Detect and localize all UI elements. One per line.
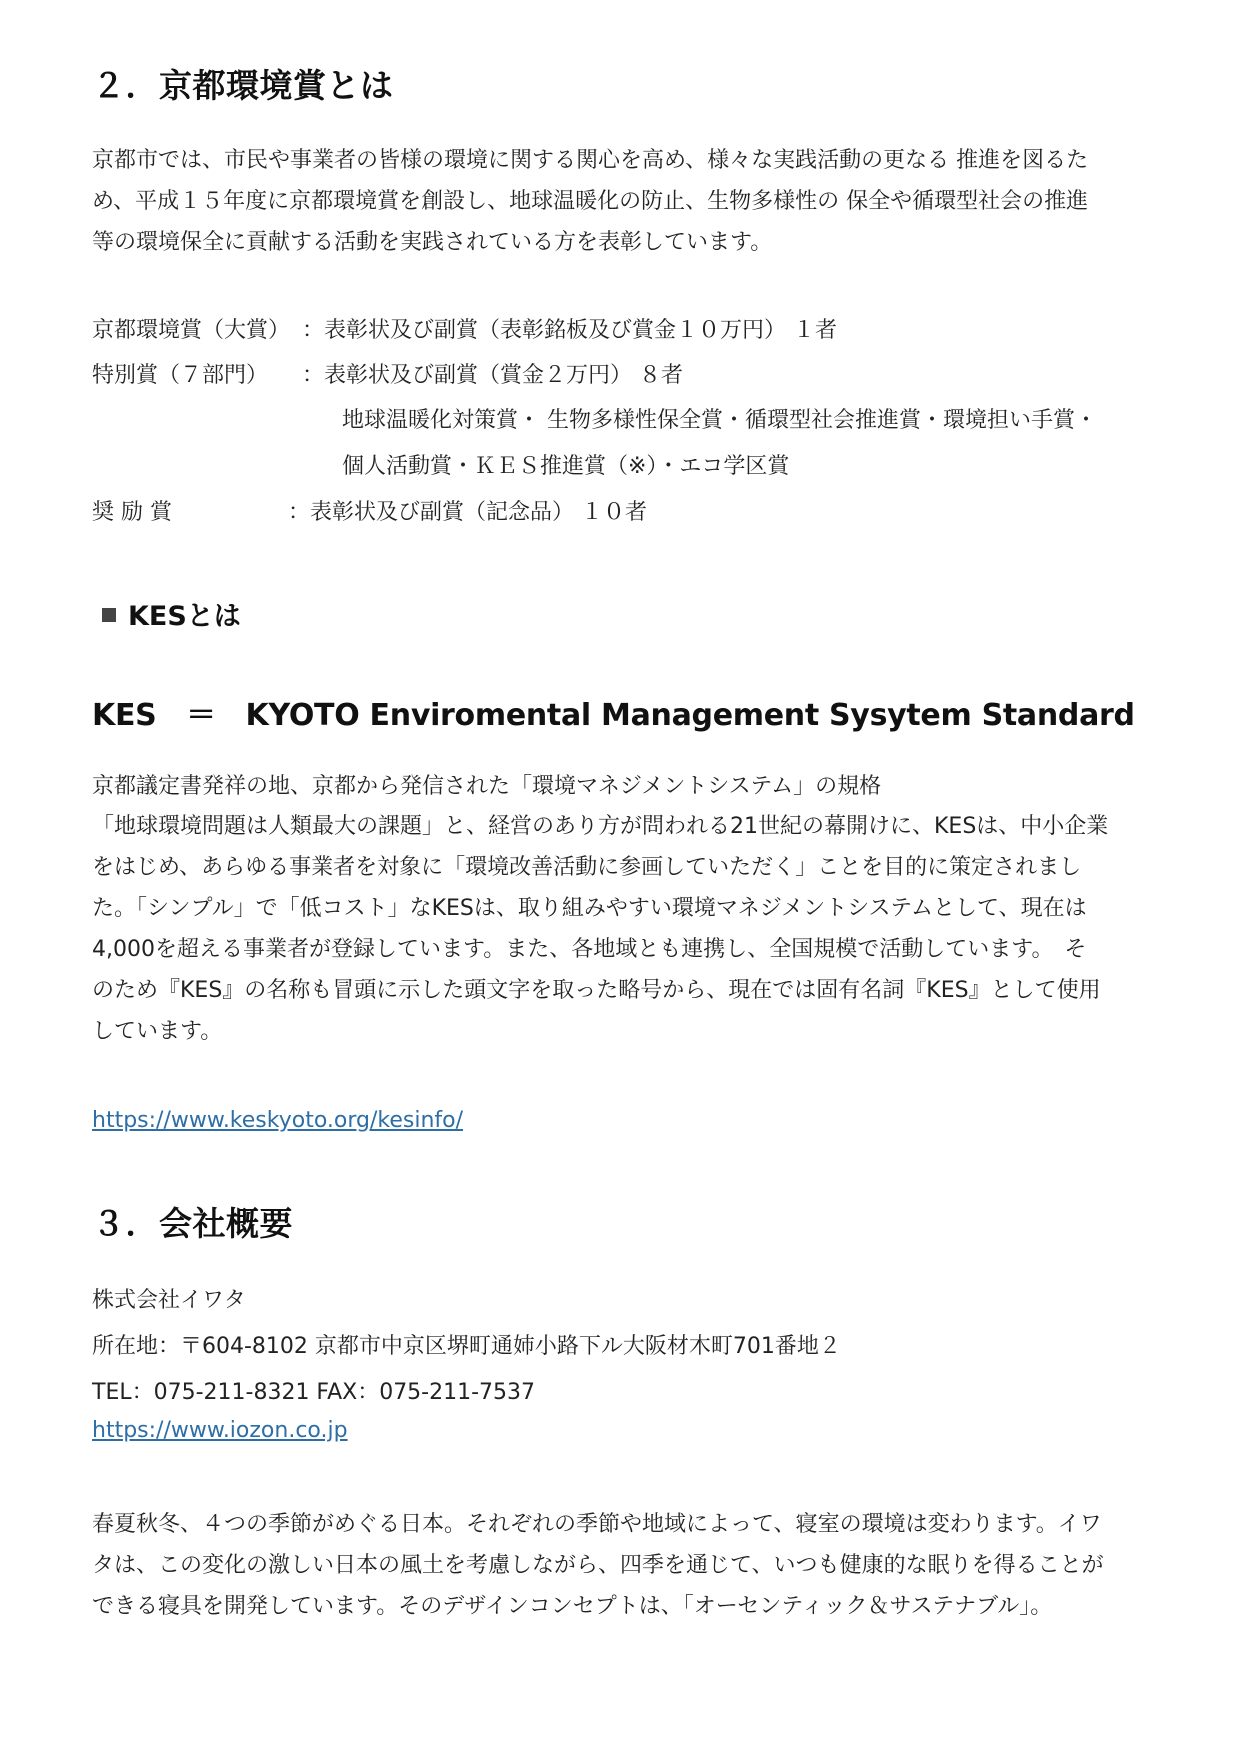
kes-description-line: をはじめ、あらゆる事業者を対象に「環境改善活動に参画していただく」ことを目的に策定されまし (92, 855, 1082, 880)
intro-line: め、平成１５年度に京都環境賞を創設し、地球温暖化の防止、生物多様性の 保全や循環型社会の推進 (92, 189, 1089, 214)
intro-line: 等の環境保全に貢献する活動を実践されている方を表彰しています。 (92, 230, 773, 255)
grand-award-label: 京都環境賞（大賞） (92, 318, 291, 343)
company-description-line: できる寝具を開発しています。そのデザインコンセプトは、「オーセンティック＆サステナブル」。 (92, 1594, 1053, 1619)
company-name: 株式会社イワタ (92, 1288, 246, 1313)
kes-definition: KES ＝ KYOTO Enviromental Management Sysytem Standard (92, 698, 1135, 733)
kes-description-line: 4,000を超える事業者が登録しています。また、各地域とも連携し、全国規模で活動しています。 そ (92, 937, 1087, 962)
special-award-value: ：表彰状及び副賞（賞金２万円） ８者 (302, 363, 683, 388)
company-address: 所在地：〒604-8102 京都市中京区堺町通姉小路下ル大阪材木町701番地２ (92, 1334, 841, 1359)
company-description-line: 春夏秋冬、４つの季節がめぐる日本。それぞれの季節や地域によって、寝室の環境は変わります。イワ (92, 1512, 1102, 1537)
kes-heading-text: KESとは (128, 601, 241, 632)
special-award-label: 特別賞（７部門） (92, 363, 269, 388)
encouragement-award-value: ：表彰状及び副賞（記念品） １０者 (288, 500, 647, 525)
special-award-categories: 地球温暖化対策賞・ 生物多様性保全賞・循環型社会推進賞・環境担い手賞・ (342, 408, 1097, 433)
encouragement-award-label: 奨 励 賞 (92, 500, 172, 525)
company-description (92, 1504, 1164, 1627)
kes-info-link[interactable]: https://www.keskyoto.org/kesinfo/ (92, 1108, 464, 1133)
kes-description-line: た。「シンプル」で「低コスト」なKESは、取り組みやすい環境マネジメントシステムとして、現在は (92, 896, 1087, 921)
section-2-heading: ２．京都環境賞とは (92, 66, 394, 105)
grand-award-value: ：表彰状及び副賞（表彰銘板及び賞金１０万円） １者 (302, 318, 837, 343)
intro-line: 京都市では、市民や事業者の皆様の環境に関する関心を高め、様々な実践活動の更なる 推進を図るた (92, 148, 1089, 173)
square-bullet-icon (102, 608, 116, 622)
company-description-line: タは、この変化の激しい日本の風土を考慮しながら、四季を通じて、いつも健康的な眠りを得ることが (92, 1553, 1104, 1578)
special-award-categories: 個人活動賞・ＫＥＳ推進賞（※）・エコ学区賞 (342, 454, 790, 479)
kes-description-line: しています。 (92, 1019, 223, 1044)
kes-tagline: 京都議定書発祥の地、京都から発信された「環境マネジメントシステム」の規格 (92, 774, 882, 799)
section-2-intro (92, 140, 1164, 263)
section-3-heading: ３．会社概要 (92, 1204, 293, 1243)
company-contact: TEL：075-211-8321 FAX：075-211-7537 (92, 1380, 536, 1405)
kes-description-line: 「地球環境問題は人類最大の課題」と、経営のあり方が問われる21世紀の幕開けに、KESは、中小企業 (92, 814, 1109, 839)
kes-description (92, 806, 1164, 1052)
kes-heading (102, 594, 241, 633)
kes-description-line: のため『KES』の名称も冒頭に示した頭文字を取った略号から、現在では固有名詞『KES』として使用 (92, 978, 1101, 1003)
company-website-link[interactable]: https://www.iozon.co.jp (92, 1418, 348, 1443)
